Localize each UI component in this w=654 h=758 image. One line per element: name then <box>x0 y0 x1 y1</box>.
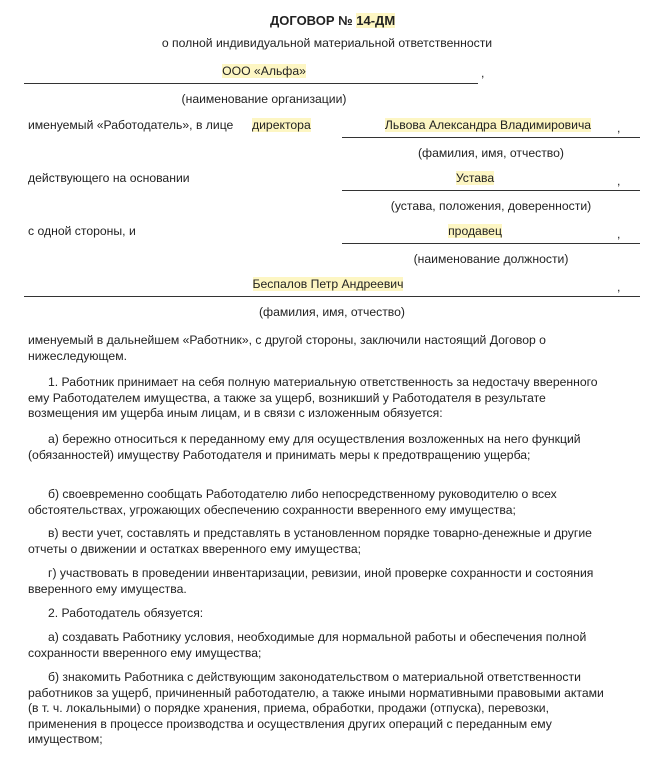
clause-1b: б) своевременно сообщать Работодателю либо непосредственному руководителю о всех обстоятельствах, угрожающих обеспечению сохранности вверенного ему имущества; <box>28 487 557 517</box>
side-value-wrap <box>342 224 608 238</box>
worker-underline <box>24 296 640 297</box>
org-underline <box>24 83 478 84</box>
title-prefix: ДОГОВОР № <box>270 13 353 28</box>
worker-name: Беспалов Петр Андреевич <box>252 277 404 291</box>
employer-underline <box>342 137 640 138</box>
employer-person-wrap <box>342 118 634 132</box>
basis-value-wrap <box>342 171 608 185</box>
employer-position: директора <box>252 118 311 132</box>
paragraph-intro: именуемый в дальнейшем «Работник», с другой стороны, заключили настоящий Договор о нижеследующем. <box>28 333 546 363</box>
employer-comma: , <box>617 121 621 135</box>
org-comma: , <box>481 66 485 80</box>
side-caption: (наименование должности) <box>413 252 569 266</box>
employer-caption: (фамилия, имя, отчество) <box>418 146 564 160</box>
side-underline <box>342 243 640 244</box>
clause-2b: б) знакомить Работника с действующим законодательством о материальной ответственности работников за ущерб, причиненный работодателю, а также иными нормативными правовыми актами (в т. ч. локальными) о порядке хранения, приема, обработки, продажи (отпуска), перевозки, применения в процессе производства и осуществления других операций с переданным ему имуществом; <box>28 670 604 746</box>
clause-2a: а) создавать Работнику условия, необходимые для нормальной работы и обеспечения полной сохранности вверенного ему имущества; <box>28 630 587 660</box>
employer-text: именуемый «Работодатель», в лице <box>28 118 234 132</box>
org-caption: (наименование организации) <box>181 92 347 106</box>
org-value: ООО «Альфа» <box>222 64 306 78</box>
basis-label: действующего на основании <box>28 171 190 185</box>
org-field-wrap <box>24 64 504 78</box>
basis-caption: (устава, положения, доверенности) <box>390 199 592 213</box>
clause-2: 2. Работодатель обязуется: <box>48 606 204 620</box>
clause-1c: в) вести учет, составлять и представлять в установленном порядке товарно-денежные и другие отчеты о движении и остатках вверенного ему имущества; <box>28 526 592 556</box>
side-value: продавец <box>448 224 502 238</box>
side-comma: , <box>617 227 621 241</box>
employer-person: Львова Александра Владимировича <box>384 118 592 132</box>
clause-1: 1. Работник принимает на себя полную материальную ответственность за недостачу вверенного ему Работодателем имущества, а также за ущерб, возникший у Работодателя в результате возмещения им ущерба иным лицам, и в связи с изложенным обязуется: <box>28 375 598 420</box>
basis-underline <box>342 190 640 191</box>
clause-1a: а) бережно относиться к переданному ему для осуществления возложенных на него функций (обязанностей) имуществу Работодателя и принимать меры к предотвращению ущерба; <box>28 432 581 462</box>
contract-title <box>270 13 395 28</box>
worker-name-wrap <box>24 277 632 291</box>
basis-comma: , <box>617 174 621 188</box>
clause-1d: г) участвовать в проведении инвентаризации, ревизии, иной проверке сохранности и состояния вверенного ему имущества. <box>28 566 594 596</box>
worker-comma: , <box>617 280 621 294</box>
worker-caption: (фамилия, имя, отчество) <box>259 305 405 319</box>
side-label: с одной стороны, и <box>28 224 136 238</box>
basis-value: Устава <box>455 171 495 185</box>
contract-subtitle: о полной индивидуальной материальной ответственности <box>161 36 493 50</box>
contract-number: 14-ДМ <box>356 13 396 28</box>
